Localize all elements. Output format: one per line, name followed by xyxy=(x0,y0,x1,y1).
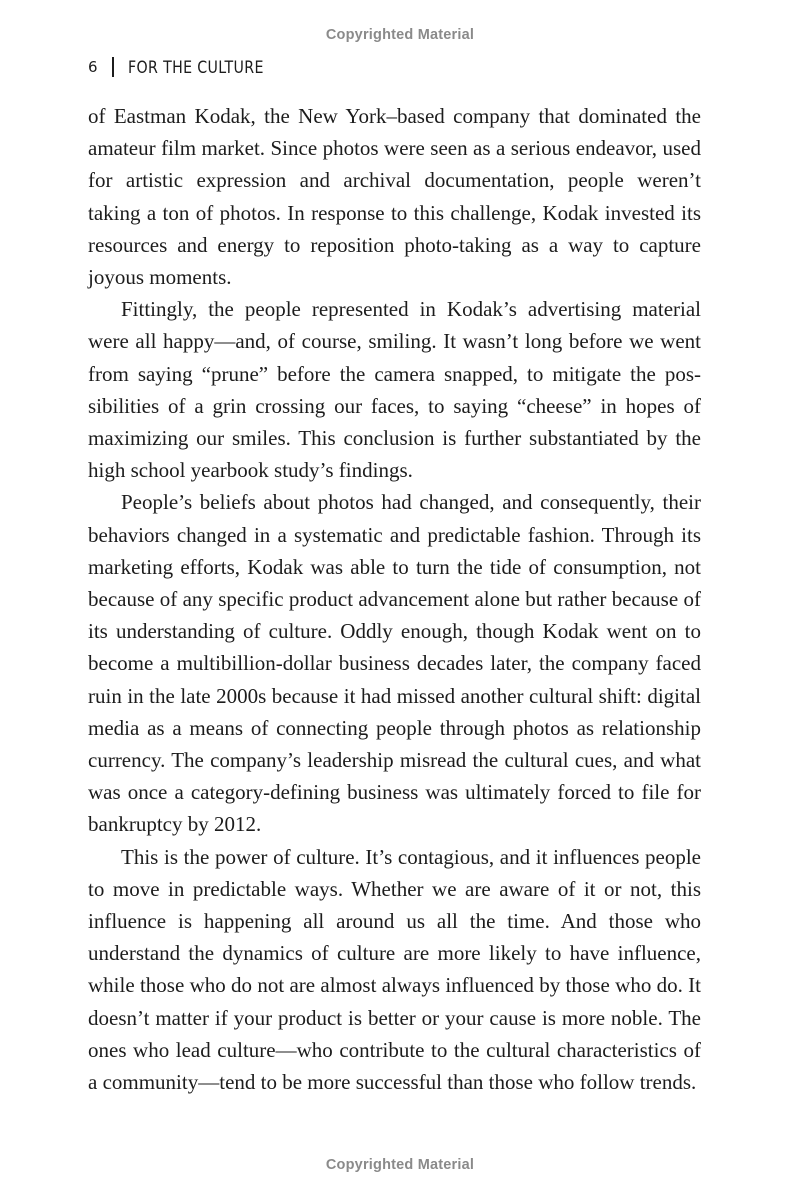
paragraph: People’s beliefs about photos had changed, and consequently, their behaviors changed in a systematic and predictable fashion. Through its marketing efforts, Kodak was able to turn the tide of consumption, not because of any specific product advancement alone but rather because of its understanding of culture. Oddly enough, though Kodak went on to become a multibillion-dollar business decades later, the company faced ruin in the late 2000s because it had missed another cultural shift: digital media as a means of connecting people through photos as relationship currency. The company’s leadership misread the cultural cues, and what was once a category-defining business was ultimately forced to file for bankruptcy by 2012. xyxy=(88,490,701,837)
page-number: 6 xyxy=(88,58,98,76)
running-head xyxy=(88,56,285,78)
running-head-divider xyxy=(112,57,114,77)
body-text xyxy=(88,100,701,1098)
copyright-watermark-top: Copyrighted Material xyxy=(325,27,475,43)
copyright-watermark-bottom: Copyrighted Material xyxy=(325,1157,475,1173)
paragraph: This is the power of culture. It’s contagious, and it influences people to move in predictable ways. Whether we are aware of it or not, this influence is happening all around us all the time. And those who understand the dynamics of culture are more likely to have influence, while those who do not are almost always influenced by those who do. It doesn’t matter if your product is better or your cause is more noble. The ones who lead culture—who contribute to the cultural characteristics of a community—tend to be more successful than those who follow trends. xyxy=(88,844,701,1095)
paragraph: Fittingly, the people represented in Kodak’s advertising material were all happy—and, of course, smiling. It wasn’t long before we went from saying “prune” before the camera snapped, to mitigate the possibilities of a grin crossing our faces, to saying “cheese” in hopes of maximizing our smiles. This conclusion is further substantiated by the high school yearbook study’s findings. xyxy=(88,297,701,483)
paragraph-continued: of Eastman Kodak, the New York–based company that dominated the amateur film market. Since photos were seen as a serious endeavor, used for artistic expression and archival documentation, people weren’t taking a ton of photos. In response to this challenge, Kodak invested its resources and energy to reposition photo-taking as a way to capture joyous moments. xyxy=(88,104,701,290)
book-title: FOR THE CULTURE xyxy=(127,57,264,77)
